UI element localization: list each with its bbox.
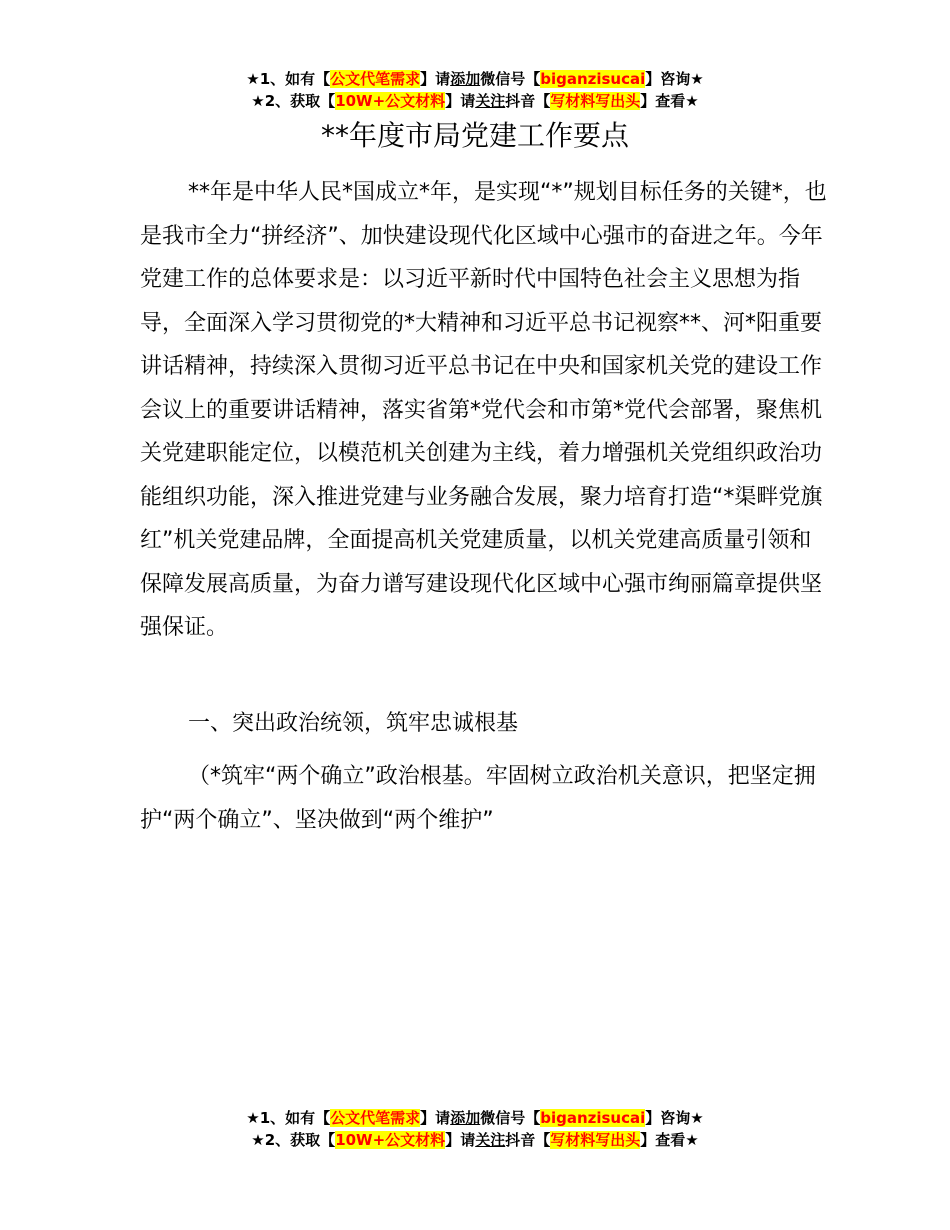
- promo-line-1: [0, 1107, 950, 1129]
- promo-underlined-text: 关注: [475, 1131, 506, 1149]
- document-title: **年度市局党建工作要点: [320, 119, 629, 152]
- promo-highlight: 10W+公文材料: [335, 1131, 446, 1149]
- promo-text: ★1、如有【: [246, 1109, 331, 1127]
- promo-highlight: 写材料写出头: [550, 92, 641, 110]
- promo-line-1: [0, 68, 950, 90]
- header-promo-banner: [0, 68, 950, 112]
- promo-wechat-id: biganzisucai: [540, 1109, 646, 1127]
- promo-underlined-text: 添加: [450, 1109, 481, 1127]
- promo-text: 抖音【: [505, 1131, 551, 1149]
- promo-text: 】咨询★: [645, 1109, 704, 1127]
- promo-text: 微信号【: [480, 70, 541, 88]
- promo-text: 】请: [445, 92, 476, 110]
- promo-text: ★1、如有【: [246, 70, 331, 88]
- promo-line-2: [0, 90, 950, 112]
- promo-text: 】请: [445, 1131, 476, 1149]
- promo-text: 抖音【: [505, 92, 551, 110]
- paragraph-text: （*筑牢“两个确立”政治根基。牢固树立政治机关意识，把坚定拥护“两个确立”、坚决做到“两个维护”: [140, 764, 816, 833]
- promo-highlight: 公文代笔需求: [330, 70, 421, 88]
- promo-text: 】请: [420, 1109, 451, 1127]
- promo-text: 】咨询★: [645, 70, 704, 88]
- paragraph-text: **年是中华人民*国成立*年，是实现“*”规划目标任务的关键*，也是我市全力“拼经济”、加快建设现代化区域中心强市的奋进之年。今年党建工作的总体要求是：以习近平新时代中国特色社会主义思想为指导，全面深入学习贯彻党的*大精神和习近平总书记视察**、河*阳重要讲话精神，持续深入贯彻习近平总书记在中央和国家机关党的建设工作会议上的重要讲话精神，落实省第*党代会和市第*党代会部署，聚焦机关党建职能定位，以模范机关创建为主线，着力增强机关党组织政治功能组织功能，深入推进党建与业务融合发展，聚力培育打造“*渠畔党旗红”机关党建品牌，全面提高机关党建质量，以机关党建高质量引领和保障发展高质量，为奋力谱写建设现代化区域中心强市绚丽篇章提供坚强保证。: [140, 180, 827, 640]
- promo-text: 微信号【: [480, 1109, 541, 1127]
- promo-highlight: 写材料写出头: [550, 1131, 641, 1149]
- body-paragraph-2: [140, 755, 830, 842]
- promo-text: ★2、获取【: [251, 1131, 336, 1149]
- promo-line-2: [0, 1129, 950, 1151]
- body-paragraph-1: [140, 171, 830, 650]
- promo-wechat-id: biganzisucai: [540, 70, 646, 88]
- promo-text: 】查看★: [640, 92, 699, 110]
- section-heading-text: 一、突出政治统领，筑牢忠诚根基: [188, 711, 519, 736]
- promo-underlined-text: 添加: [450, 70, 481, 88]
- promo-text: 】查看★: [640, 1131, 699, 1149]
- promo-highlight: 10W+公文材料: [335, 92, 446, 110]
- promo-text: ★2、获取【: [251, 92, 336, 110]
- section-heading-1: [140, 702, 830, 746]
- promo-text: 】请: [420, 70, 451, 88]
- promo-underlined-text: 关注: [475, 92, 506, 110]
- promo-highlight: 公文代笔需求: [330, 1109, 421, 1127]
- footer-promo-banner: [0, 1107, 950, 1151]
